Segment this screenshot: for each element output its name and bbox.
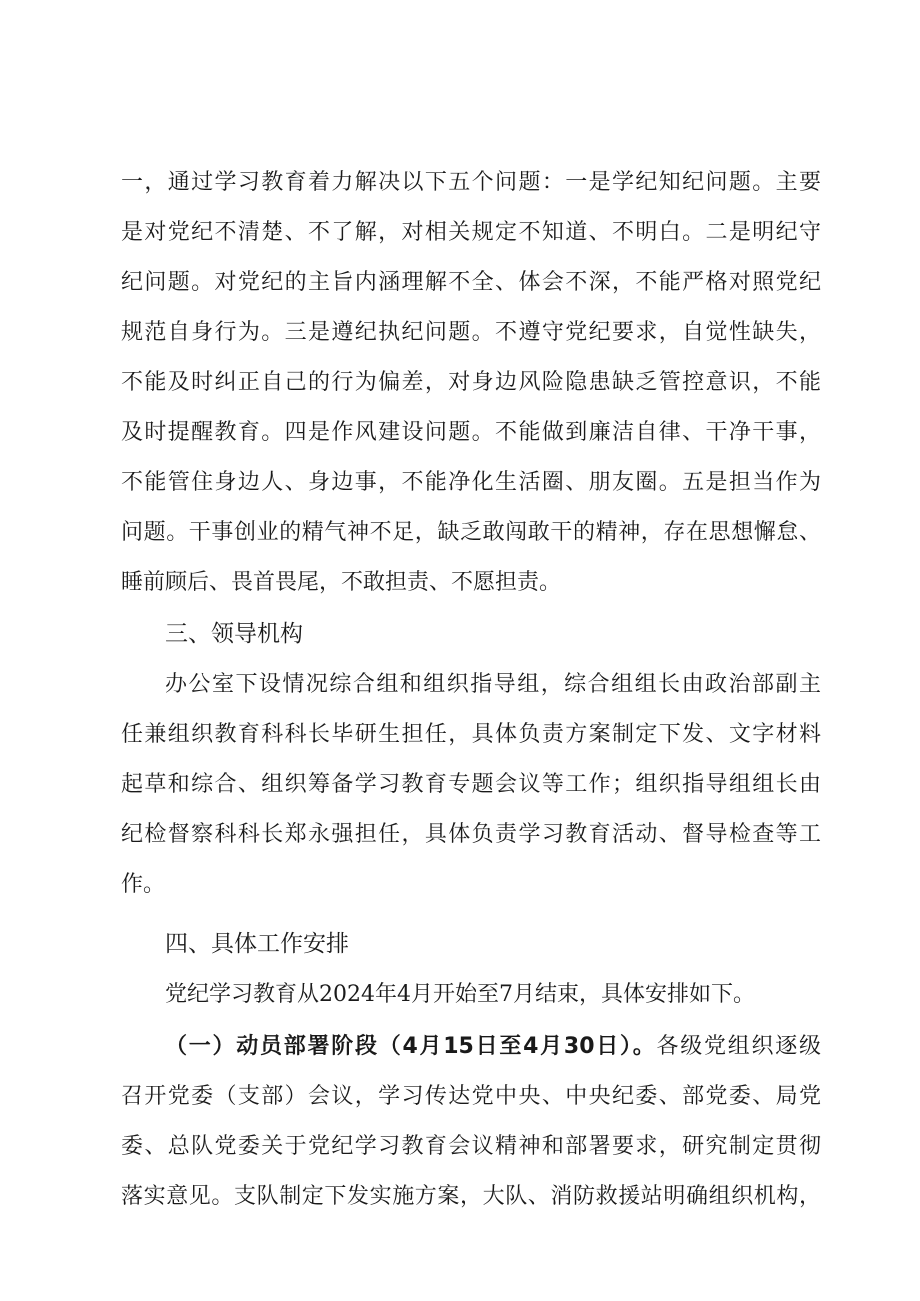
paragraph-line: 办公室下设情况综合组和组织指导组，综合组组长由政治部副主: [165, 672, 821, 697]
paragraph-line: 纪检督察科科长郑永强担任，具体负责学习教育活动、督导检查等工: [121, 822, 821, 847]
section-3-heading: 三、领导机构: [165, 621, 303, 647]
paragraph-line: 及时提醒教育。四是作风建设问题。不能做到廉洁自律、干净干事，: [121, 420, 821, 445]
paragraph-line: 作。: [121, 872, 166, 897]
paragraph-line: 落实意见。支队制定下发实施方案，大队、消防救援站明确组织机构，: [121, 1184, 821, 1209]
paragraph-line: 规范自身行为。三是遵纪执纪问题。不遵守党纪要求，自觉性缺失，: [121, 320, 821, 345]
paragraph-line: 委、总队党委关于党纪学习教育会议精神和部署要求，研究制定贯彻: [121, 1134, 821, 1159]
paragraph-line: 不能管住身边人、身边事，不能净化生活圈、朋友圈。五是担当作为: [121, 470, 821, 495]
phase-1-first-line: [121, 1022, 821, 1072]
paragraph-line: 召开党委（支部）会议，学习传达党中央、中央纪委、部党委、局党: [121, 1084, 821, 1109]
paragraph-line: 一，通过学习教育着力解决以下五个问题：一是学纪知纪问题。主要: [121, 170, 821, 195]
phase-1-title: （一）动员部署阶段（4月15日至4月30日）。: [165, 1034, 657, 1059]
paragraph-line: 党纪学习教育从2024年4月开始至7月结束，具体安排如下。: [165, 982, 755, 1007]
section-2-tail: [121, 158, 821, 608]
paragraph-line: 睡前顾后、畏首畏尾，不敢担责、不愿担责。: [121, 570, 562, 595]
document-page: [121, 158, 821, 1222]
section-4-heading: 四、具体工作安排: [165, 931, 349, 957]
paragraph-line: 不能及时纠正自己的行为偏差，对身边风险隐患缺乏管控意识，不能: [121, 370, 821, 395]
section-3-body: [121, 660, 821, 910]
phase-1-first-rest: 各级党组织逐级: [656, 1034, 821, 1059]
paragraph-line: 任兼组织教育科科长毕研生担任，具体负责方案制定下发、文字材料: [121, 722, 821, 747]
paragraph-line: 起草和综合、组织筹备学习教育专题会议等工作；组织指导组组长由: [121, 772, 821, 797]
section-4-body: [121, 970, 821, 1222]
paragraph-line: 纪问题。对党纪的主旨内涵理解不全、体会不深，不能严格对照党纪: [121, 270, 821, 295]
paragraph-line: 问题。干事创业的精气神不足，缺乏敢闯敢干的精神，存在思想懈怠、: [121, 520, 821, 545]
paragraph-line: 是对党纪不清楚、不了解，对相关规定不知道、不明白。二是明纪守: [121, 220, 821, 245]
